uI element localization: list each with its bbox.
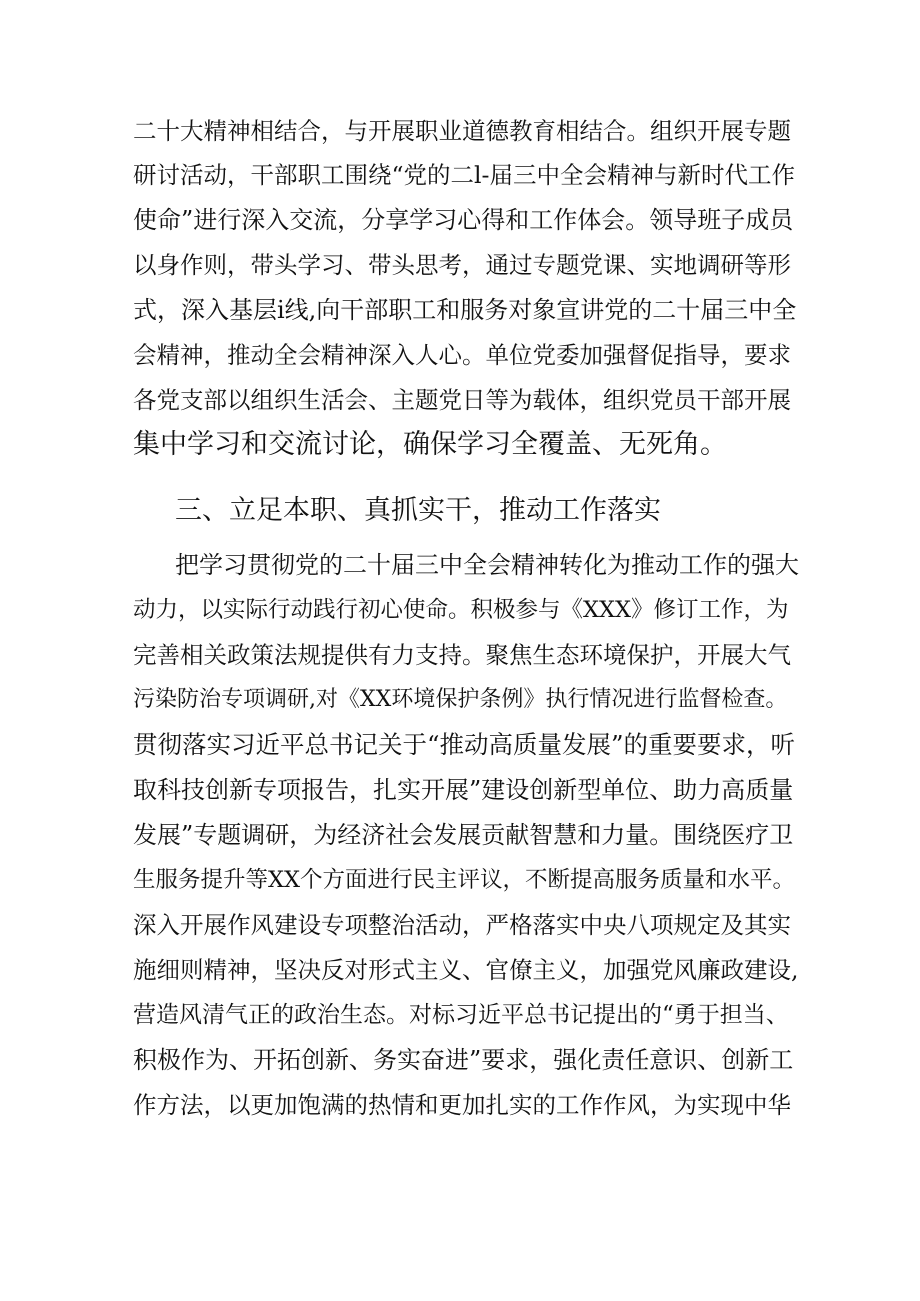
text-line: 积极作为、开拓创新、务实奋进”要求，强化责任意识、创新工 [133,1046,794,1074]
text-line: 以身作则，带头学习、带头思考，通过专题党课、实地调研等形 [133,251,791,279]
text-line: 集中学习和交流讨论，确保学习全覆盖、无死角。 [133,429,727,460]
text-line: 取科技创新专项报告，扎实开展”建设创新型单位、助力高质量 [133,776,794,804]
text-line: 污染防治专项调研,对《XX环境保护条例》执行情况进行监督检查。 [133,687,788,712]
section-heading: 三、立足本职、真抓实干，推动工作落实 [175,495,661,526]
text-line: 各党支部以组织生活会、主题党日等为载体，组织党员干部开展 [133,386,791,414]
text-line: 深入开展作风建设专项整治活动，严格落实中央八项规定及其实 [133,911,791,939]
text-line: 会精神，推动全会精神深入人心。单位党委加强督促指导，要求 [133,341,791,369]
text-line: 作方法，以更加饱满的热情和更加扎实的工作作风，为实现中华 [133,1091,791,1119]
text-line: 研讨活动，干部职工围绕“党的二l-届三中全会精神与新时代工作 [133,161,795,189]
text-line: 生服务提升等XX个方面进行民主评议，不断提高服务质量和水平。 [133,867,796,893]
text-line: 发展”专题调研，为经济社会发展贡献智慧和力量。围绕医疗卫 [133,821,794,849]
text-line: 动力，以实际行动践行初心使命。积极参与《XXX》修订工作，为 [133,597,789,623]
text-line: 营造风清气正的政治生态。对标习近平总书记提出的“勇于担当、 [133,1002,789,1028]
text-line: 贯彻落实习近平总书记关于“推动高质量发展”的重要要求，听 [133,730,796,759]
text-line: 使命”进行深入交流，分享学习心得和工作体会。领导班子成员 [133,206,794,234]
text-line: 二十大精神相结合，与开展职业道德教育相结合。组织开展专题 [133,117,791,145]
text-line: 式，深入基层i线,向干部职工和服务对象宣讲党的二十届三中全 [133,296,797,324]
text-line: 完善相关政策法规提供有力支持。聚焦生态环境保护，开展大气 [133,641,791,669]
text-line: 施细则精神，坚决反对形式主义、官僚主义，加强党风廉政建设, [133,956,799,984]
paragraph-first-line: 把学习贯彻党的二十届三中全会精神转化为推动工作的强大 [175,551,799,579]
